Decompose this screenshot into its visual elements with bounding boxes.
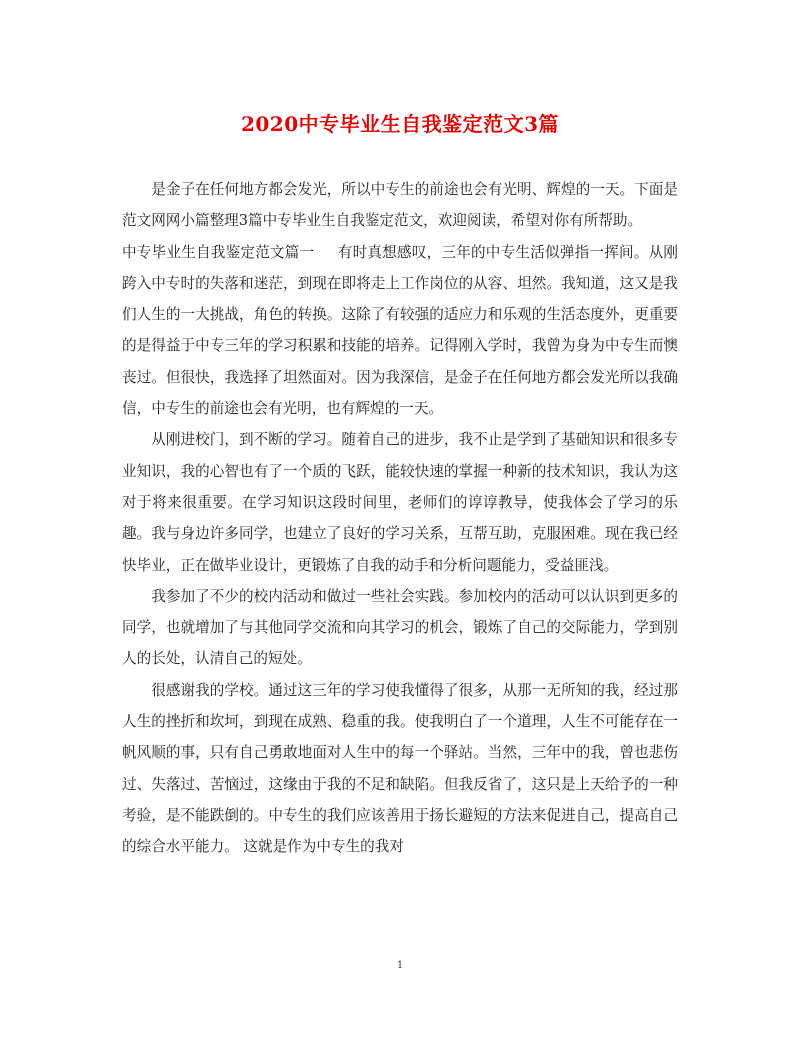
section-heading: 中专毕业生自我鉴定范文篇一 — [122, 243, 315, 261]
document-title: 2020中专毕业生自我鉴定范文3篇 — [240, 112, 560, 136]
body-paragraph: 很感谢我的学校。通过这三年的学习使我懂得了很多，从那一无所知的我，经过那人生的挫折和坎坷，到现在成熟、稳重的我。使我明白了一个道理，人生不可能存在一帆风顺的事，只有自己勇敢地面对人生中的每一个驿站。当然，三年中的我，曾也悲伤过、失落过、苦恼过，这缘由于我的不足和缺陷。但我反省了，这只是上天给予的一种考验，是不能跌倒的。中专生的我们应该善用于扬长避短的方法来促进自己，提高自己的综合水平能力。 这就是作为中专生的我对 — [122, 681, 678, 856]
paragraph-text: 有时真想感叹，三年的中专生活似弹指一挥间。从刚跨入中专时的失落和迷茫，到现在即将走上工作岗位的从容、坦然。我知道，这又是我们人生的一大挑战，角色的转换。这除了有较强的适应力和乐观的生活态度外，更重要的是得益于中专三年的学习积累和技能的培养。记得刚入学时，我曾为身为中专生而懊丧过。但很快，我选择了坦然面对。因为我深信，是金子在任何地方都会发光所以我确信，中专生的前途也会有光明，也有辉煌的一天。 — [122, 243, 678, 418]
intro-paragraph: 是金子在任何地方都会发光，所以中专生的前途也会有光明、辉煌的一天。下面是范文网网小篇整理3篇中专毕业生自我鉴定范文，欢迎阅读，希望对你有所帮助。 — [122, 181, 678, 230]
body-paragraph: 我参加了不少的校内活动和做过一些社会实践。参加校内的活动可以认识到更多的同学，也就增加了与其他同学交流和向其学习的机会，锻炼了自己的交际能力，学到别人的长处，认清自己的短处。 — [122, 587, 678, 668]
document-body — [122, 174, 678, 863]
page-number: 1 — [396, 960, 404, 971]
body-paragraph: 从刚进校门，到不断的学习。随着自己的进步，我不止是学到了基础知识和很多专业知识，我的心智也有了一个质的飞跃，能较快速的掌握一种新的技术知识，我认为这对于将来很重要。在学习知识这段时间里，老师们的谆谆教导，使我体会了学习的乐趣。我与身边许多同学，也建立了良好的学习关系，互帮互助，克服困难。现在我已经快毕业，正在做毕业设计，更锻炼了自我的动手和分析问题能力，受益匪浅。 — [122, 431, 678, 574]
section-one-paragraph — [122, 237, 678, 425]
